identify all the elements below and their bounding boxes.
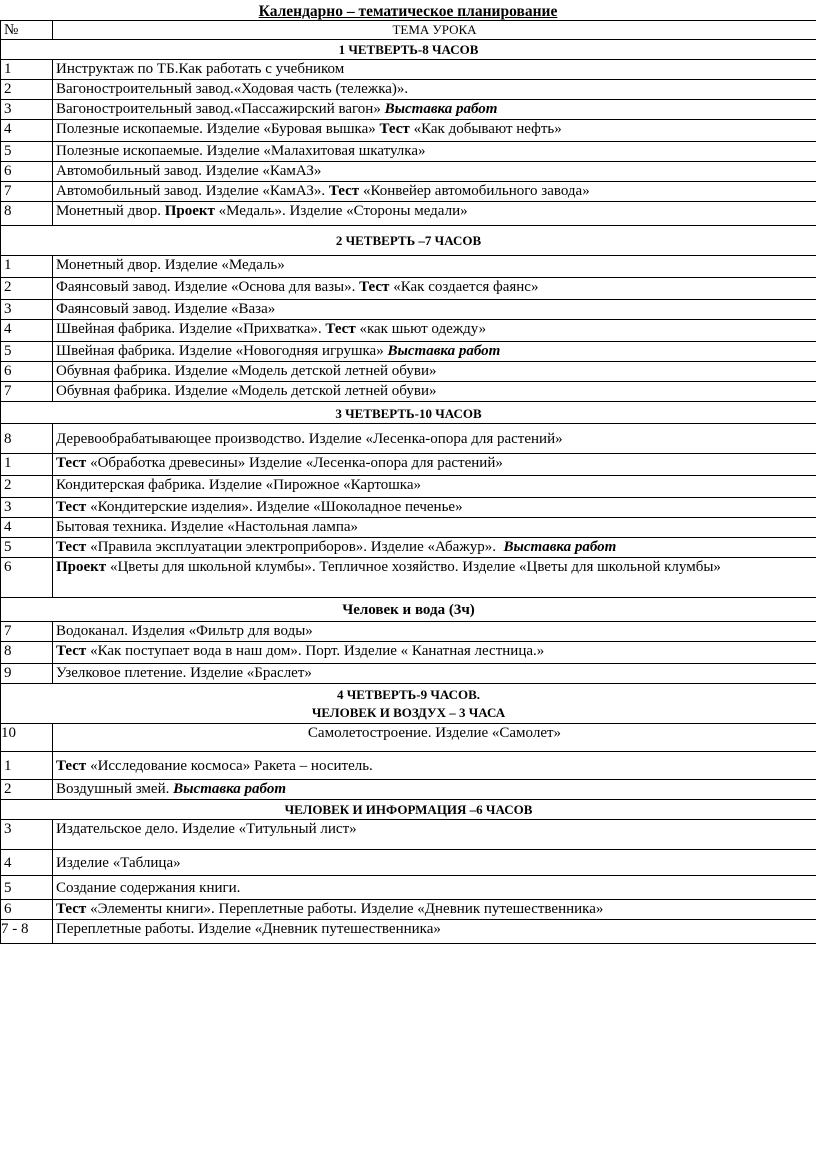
table-row: 8 Монетный двор. Проект «Медаль». Изделие «Стороны медали» [1, 202, 816, 226]
table-row: 4 Бытовая техника. Изделие «Настольная лампа» [1, 518, 816, 538]
header-num: № [1, 21, 53, 40]
table-row: 1 Монетный двор. Изделие «Медаль» [1, 256, 816, 278]
page-title: Календарно – тематическое планирование [258, 3, 558, 20]
table-row: 6 Автомобильный завод. Изделие «КамАЗ» [1, 162, 816, 182]
section-heading-q4: 4 ЧЕТВЕРТЬ-9 ЧАСОВ. ЧЕЛОВЕК И ВОЗДУХ – 3 ЧАСА [1, 684, 816, 724]
table-row: 5 Швейная фабрика. Изделие «Новогодняя игрушка» Выставка работ [1, 342, 816, 362]
table-row: 7 Водоканал. Изделия «Фильтр для воды» [1, 622, 816, 642]
table-row: 3 Тест «Кондитерские изделия». Изделие «Шоколадное печенье» [1, 498, 816, 518]
table-row: 1 Тест «Обработка древесины» Изделие «Лесенка-опора для растений» [1, 454, 816, 476]
table-row: 1 Инструктаж по ТБ.Как работать с учебником [1, 60, 816, 80]
table-row: 3 Издательское дело. Изделие «Титульный лист» [1, 820, 816, 850]
table-row: 2 Вагоностроительный завод.«Ходовая часть (тележка)». [1, 80, 816, 100]
section-heading-info: ЧЕЛОВЕК И ИНФОРМАЦИЯ –6 ЧАСОВ [1, 800, 816, 820]
table-row: 4 Полезные ископаемые. Изделие «Буровая вышка» Тест «Как добывают нефть» [1, 120, 816, 142]
table-row: 2 Кондитерская фабрика. Изделие «Пирожное «Картошка» [1, 476, 816, 498]
table-row: 2 Воздушный змей. Выставка работ [1, 780, 816, 800]
table-header [1, 21, 816, 40]
plan-table [0, 20, 816, 944]
table-row: 7 Обувная фабрика. Изделие «Модель детской летней обуви» [1, 382, 816, 402]
header-topic: ТЕМА УРОКА [53, 21, 816, 40]
table-row: 6 Обувная фабрика. Изделие «Модель детской летней обуви» [1, 362, 816, 382]
table-row: 8 Деревообрабатывающее производство. Изделие «Лесенка-опора для растений» [1, 424, 816, 454]
table-row: 1 Тест «Исследование космоса» Ракета – носитель. [1, 752, 816, 780]
table-row: 10 Самолетостроение. Изделие «Самолет» [1, 724, 816, 752]
table-row: 7 Автомобильный завод. Изделие «КамАЗ». Тест «Конвейер автомобильного завода» [1, 182, 816, 202]
table-row: 3 Фаянсовый завод. Изделие «Ваза» [1, 300, 816, 320]
table-row: 5 Создание содержания книги. [1, 876, 816, 900]
table-row: 4 Швейная фабрика. Изделие «Прихватка». Тест «как шьют одежду» [1, 320, 816, 342]
table-row: 5 Тест «Правила эксплуатации электроприборов». Изделие «Абажур». Выставка работ [1, 538, 816, 558]
table-row: 7 - 8 Переплетные работы. Изделие «Дневник путешественника» [1, 920, 816, 944]
table-row: 6 Проект «Цветы для школьной клумбы». Тепличное хозяйство. Изделие «Цветы для школьной клумбы» [1, 558, 816, 598]
section-heading-water: Человек и вода (3ч) [1, 598, 816, 622]
section-heading-q2: 2 ЧЕТВЕРТЬ –7 ЧАСОВ [1, 226, 816, 256]
table-row: 4 Изделие «Таблица» [1, 850, 816, 876]
table-row: 6 Тест «Элементы книги». Переплетные работы. Изделие «Дневник путешественника» [1, 900, 816, 920]
section-heading-q1: 1 ЧЕТВЕРТЬ-8 ЧАСОВ [1, 40, 816, 60]
table-row: 9 Узелковое плетение. Изделие «Браслет» [1, 664, 816, 684]
section-heading-q3: 3 ЧЕТВЕРТЬ-10 ЧАСОВ [1, 402, 816, 424]
table-row: 5 Полезные ископаемые. Изделие «Малахитовая шкатулка» [1, 142, 816, 162]
table-row: 8 Тест «Как поступает вода в наш дом». Порт. Изделие « Канатная лестница.» [1, 642, 816, 664]
table-row: 2 Фаянсовый завод. Изделие «Основа для вазы». Тест «Как создается фаянс» [1, 278, 816, 300]
table-row: 3 Вагоностроительный завод.«Пассажирский вагон» Выставка работ [1, 100, 816, 120]
